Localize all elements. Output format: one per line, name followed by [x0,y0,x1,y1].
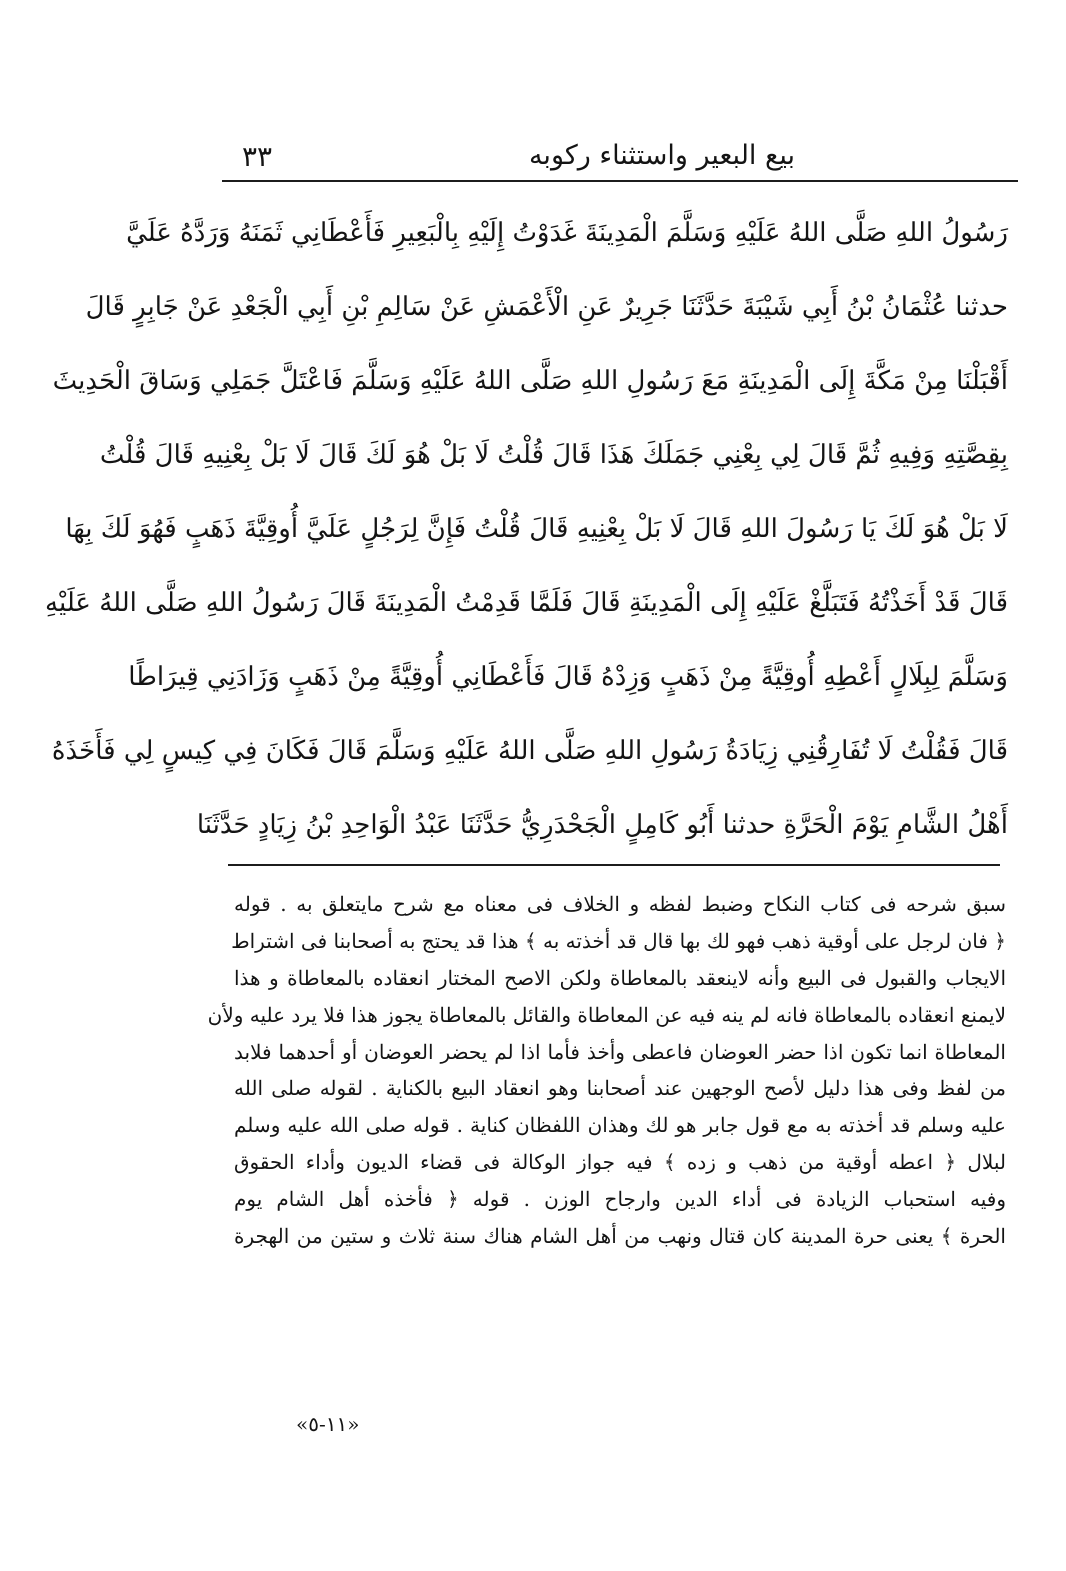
commentary-line: الايجاب والقبول فى البيع وأنه لاينعقد بالمعاطاة ولكن الاصح المختار انعقاده بالمعاطاة و هذا [234,965,1006,990]
hadith-line: لَا بَلْ هُوَ لَكَ يَا رَسُولَ اللهِ قَالَ لَا بَلْ بِعْنِيهِ قَالَ قُلْتُ فَإِنَّ لِرَجُلٍ عَلَيَّ أُوقِيَّةَ ذَهَبٍ فَهُوَ لَكَ بِهَا [65,514,1008,544]
hadith-line: قَالَ فَقُلْتُ لَا تُفَارِقُنِي زِيَادَةُ رَسُولِ اللهِ صَلَّى اللهُ عَلَيْهِ وَسَلَّمَ قَالَ فَكَانَ فِي كِيسٍ لِي فَأَخَذَهُ [51,736,1008,766]
footnote-rule [228,864,1000,866]
hadith-line: حدثنا عُثْمَانُ بْنُ أَبِي شَيْبَةَ حَدَّثَنَا جَرِيرٌ عَنِ الْأَعْمَشِ عَنْ سَالِمِ بْنِ أَبِي الْجَعْدِ عَنْ جَابِرٍ قَالَ [85,292,1008,322]
hadith-line: قَالَ قَدْ أَخَذْتُهُ فَتَبَلَّغْ عَلَيْهِ إِلَى الْمَدِينَةِ قَالَ فَلَمَّا قَدِمْتُ الْمَدِينَةَ قَالَ رَسُولُ اللهِ صَلَّى اللهُ عَلَيْهِ [45,588,1008,618]
hadith-line: وَسَلَّمَ لِبِلَالٍ أَعْطِهِ أُوقِيَّةً مِنْ ذَهَبٍ وَزِدْهُ قَالَ فَأَعْطَانِي أُوقِيَّةً مِنْ ذَهَبٍ وَزَادَنِي قِيرَاطًا [128,662,1008,692]
hadith-line: بِقِصَّتِهِ وَفِيهِ ثُمَّ قَالَ لِي بِعْنِي جَمَلَكَ هَذَا قَالَ قُلْتُ لَا بَلْ هُوَ لَكَ قَالَ لَا بَلْ بِعْنِيهِ قَالَ قُلْتُ [99,440,1008,470]
page-header [222,132,1018,182]
printer-signature-mark: «١١-٥» [296,1412,360,1436]
header-rule [222,180,1018,182]
hadith-line: أَقْبَلْنَا مِنْ مَكَّةَ إِلَى الْمَدِينَةِ مَعَ رَسُولِ اللهِ صَلَّى اللهُ عَلَيْهِ وَسَلَّمَ فَاعْتَلَّ جَمَلِي وَسَاقَ الْحَدِيثَ [52,366,1008,396]
commentary-line: لبلال ﴿ اعطه أوقية من ذهب و زده ﴾ فيه جواز الوكالة فى قضاء الديون وأداء الحقوق [234,1150,1006,1175]
commentary-line: وفيه استحباب الزيادة فى أداء الدين وارجاح الوزن . قوله ﴿ فأخذه أهل الشام يوم [234,1187,1006,1212]
commentary-line: عليه وسلم قد أخذته به مع قول جابر هو لك وهذان اللفظان كناية . قوله صلى الله عليه وسلم [234,1113,1006,1138]
hadith-line: رَسُولُ اللهِ صَلَّى اللهُ عَلَيْهِ وَسَلَّمَ الْمَدِينَةَ غَدَوْتُ إِلَيْهِ بِالْبَعِيرِ فَأَعْطَانِي ثَمَنَهُ وَرَدَّهُ عَلَيَّ [126,218,1008,248]
commentary-line: ﴿ فان لرجل على أوقية ذهب فهو لك بها قال قد أخذته به ﴾ هذا قد يحتج به أصحابنا فى اشتراط [231,928,1006,953]
running-title: بيع البعير واستثناء ركوبه [528,140,796,171]
commentary-line: من لفظ وفى هذا دليل لأصح الوجهين عند أصحابنا وهو انعقاد البيع بالكناية . لقوله صلى الله [234,1076,1006,1101]
commentary-line: الحرة ﴾ يعنى حرة المدينة كان قتال ونهب من أهل الشام هناك سنة ثلاث و ستين من الهجرة [234,1224,1006,1249]
commentary-line: المعاطاة انما تكون اذا حضر العوضان فاعطى وأخذ فأما اذا لم يحضر العوضان أو أحدهما فلابد [234,1039,1006,1064]
commentary-line: سبق شرحه فى كتاب النكاح وضبط لفظه و الخلاف فى معناه مع شرح مايتعلق به . قوله [234,892,1006,916]
hadith-text [45,196,1008,862]
hadith-line: أَهْلُ الشَّامِ يَوْمَ الْحَرَّةِ حدثنا أَبُو كَامِلٍ الْجَحْدَرِيُّ حَدَّثَنَا عَبْدُ الْوَاحِدِ بْنُ زِيَادٍ حَدَّثَنَا [196,810,1008,840]
commentary-text [207,886,1006,1255]
page-number: ٣٣ [242,140,273,173]
commentary-line: لايمنع انعقاده بالمعاطاة فانه لم ينه فيه عن المعاطاة والقائل بالمعاطاة يجوز هذا فلا يرد عليه ولأن [207,1002,1006,1027]
